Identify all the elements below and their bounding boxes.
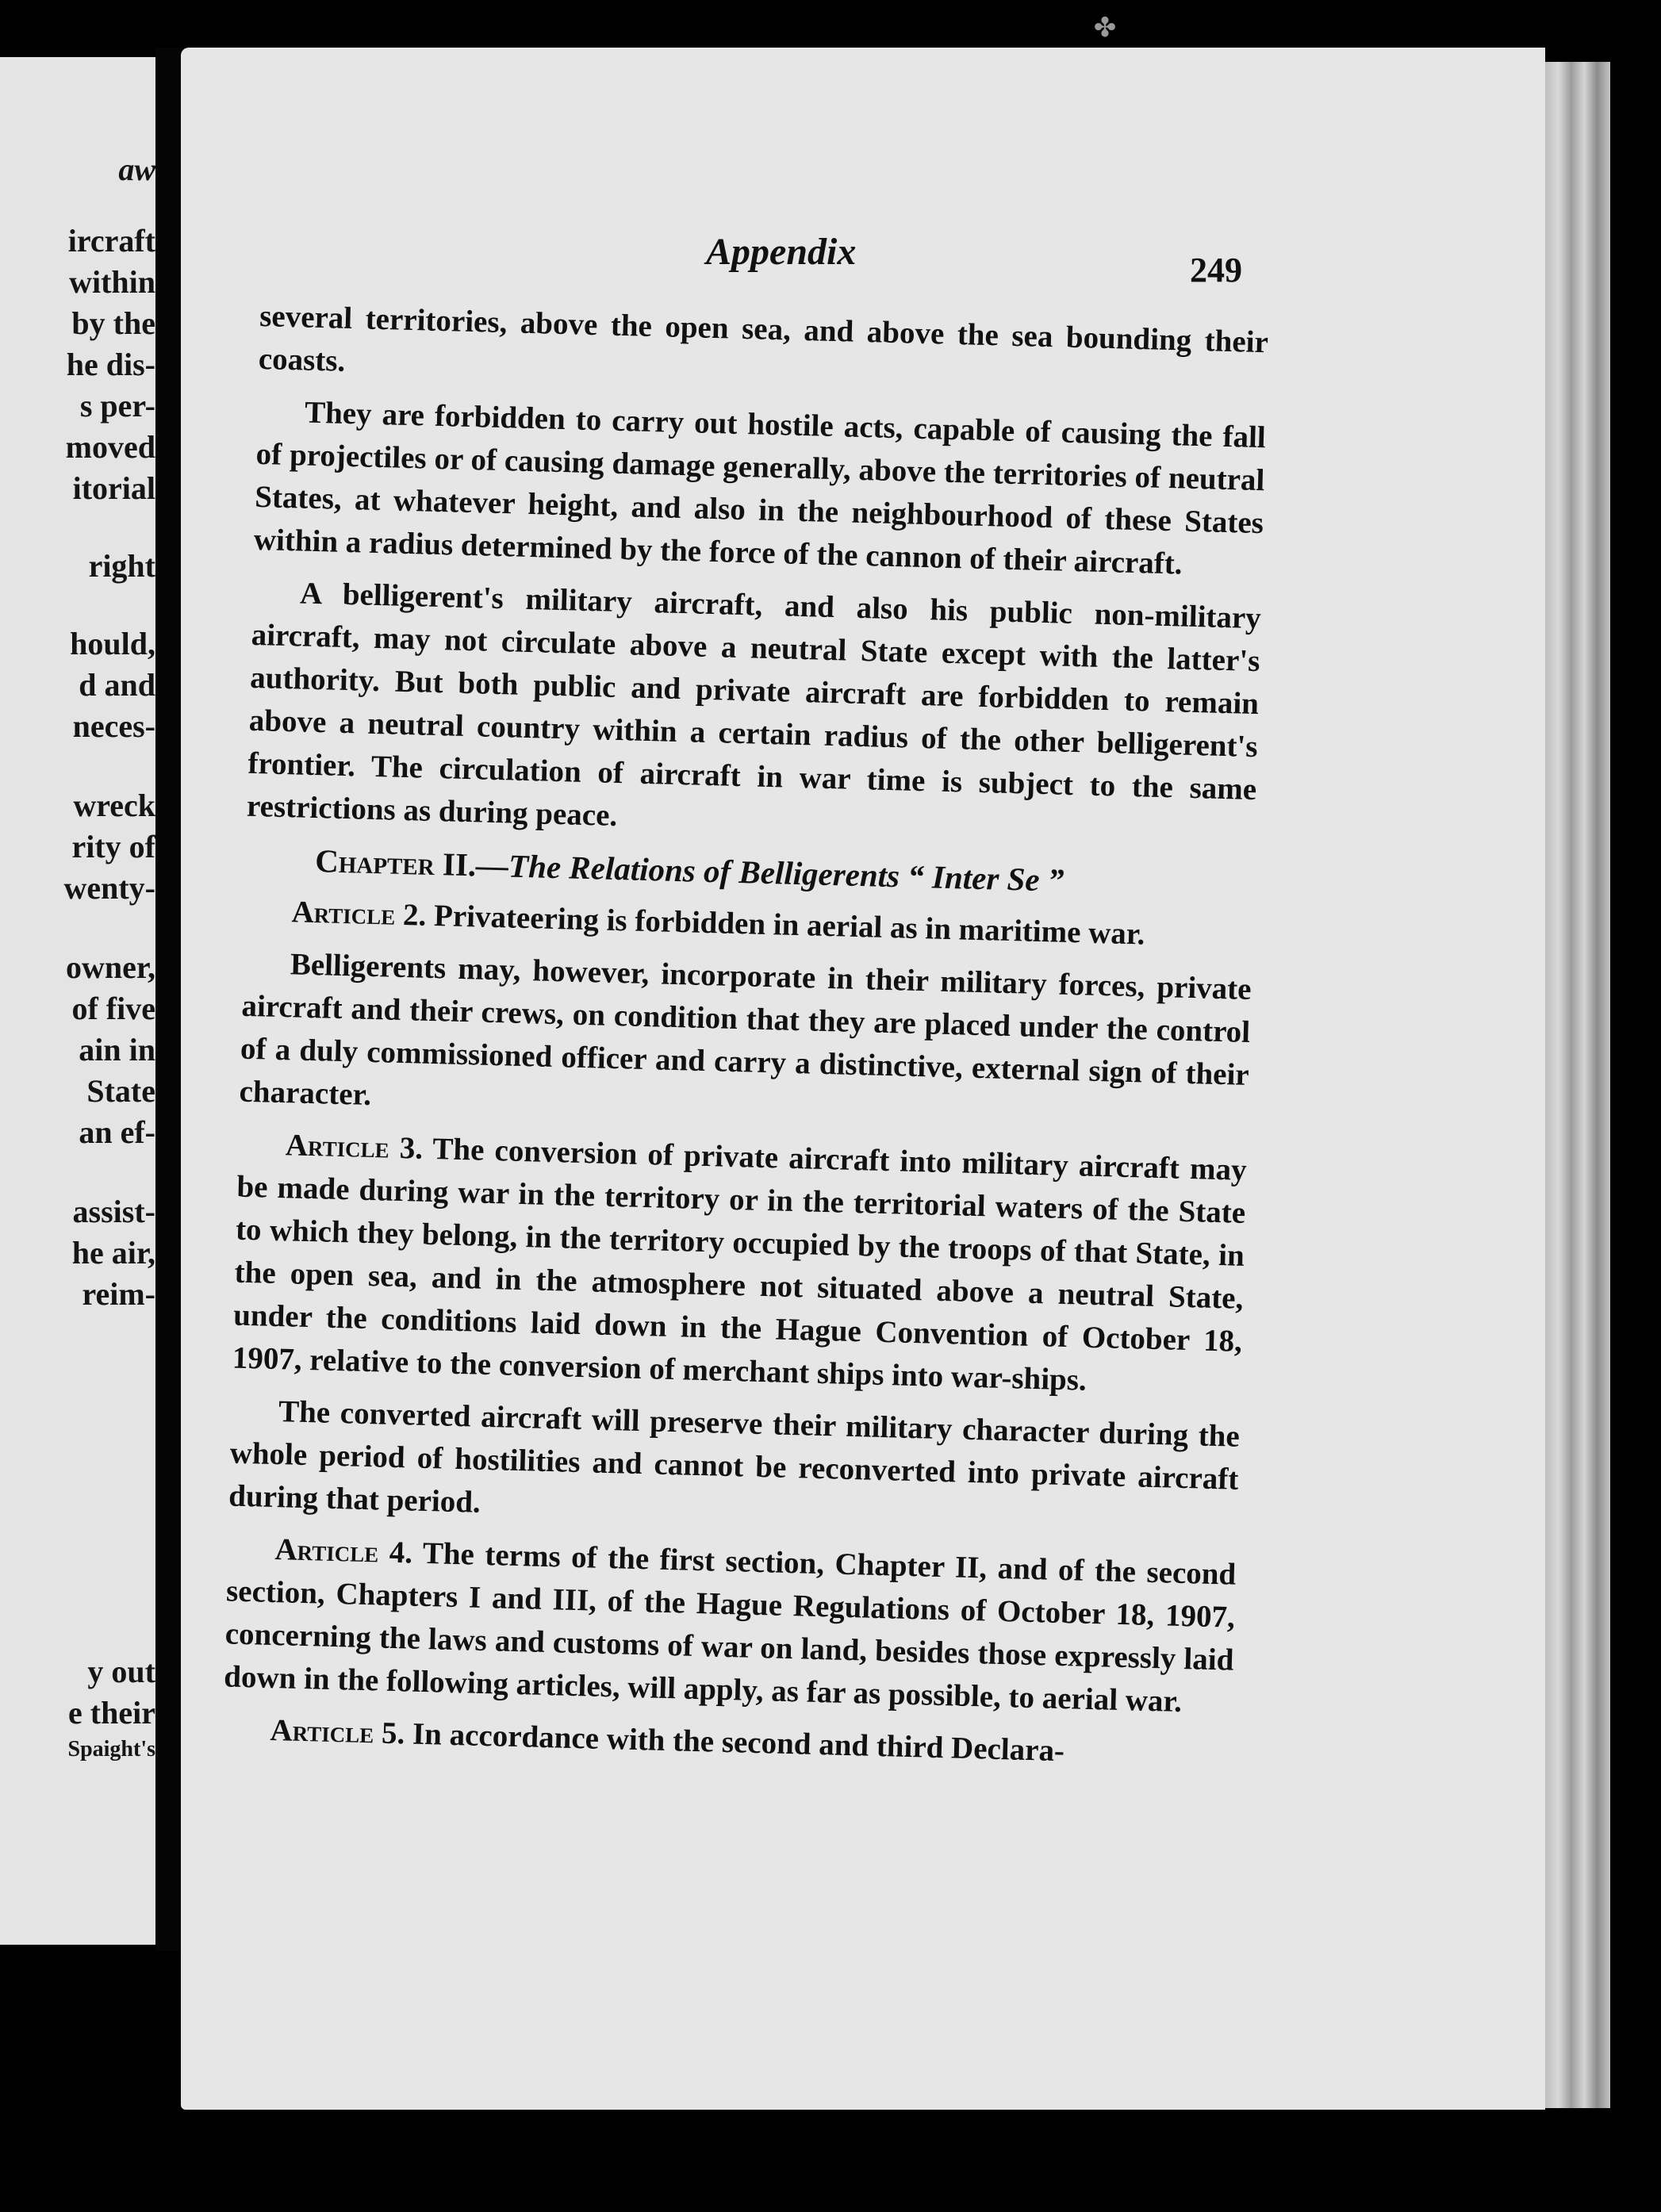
page-text [222,295,1269,1787]
article-5-text: In accordance with the second and third Declara- [404,1716,1065,1769]
left-page-line: ain in [79,1032,155,1068]
running-head: Appendix [706,231,857,273]
article-5-label: Article 5. [270,1712,405,1751]
left-page-line: assist- [72,1194,155,1229]
article-3 [232,1123,1247,1406]
article-3-text: The conversion of private aircraft into military aircraft may be made during war in the territory or in the territorial waters of the State to which they belong, in the territory occupied by the troops of that State, in the open sea, and in the atmosphere not situated above a neutral State, under the conditions laid down in the Hague Convention of October 18, 1907, relative to the conversion of merchant ships into war-ships. [232,1131,1248,1397]
left-page-line: wreck [73,788,155,823]
page-number: 249 [1190,251,1242,289]
left-page-line: Spaight's [67,1737,155,1762]
left-page-line: hould, [70,626,155,661]
paragraph-hostile-acts: They are forbidden to carry out hostile acts, capable of causing the fall of projectiles or of causing damage generally, above the territories of neutral States, at whatever height, and also in the neighbourhood of these States within a radius determined by the force of the cannon of their aircraft. [253,395,1267,581]
article-2-label: Article 2. [291,895,427,933]
left-page-line: he air, [71,1235,155,1271]
left-page-line: State [86,1073,155,1109]
left-page-line: reim- [82,1276,155,1312]
left-page-line: d and [79,667,155,703]
left-page-line: owner, [66,949,155,985]
left-page-line: he dis- [66,347,155,382]
left-page-line: rity of [71,829,155,864]
page-edges [1545,62,1610,2108]
paragraph-converted-aircraft: The converted aircraft will preserve their military character during the whole period of hostilities and cannot be reconverted into private aircraft during that period. [228,1394,1241,1520]
left-page-line: s per- [79,388,155,424]
left-page-line: by the [71,305,155,341]
left-page-line: y out [87,1654,155,1689]
chapter-title: —The Relations of Belligerents “ Inter Se ” [475,846,1064,899]
left-page-line: of five [71,991,155,1026]
left-page-line: right [88,548,155,584]
article-2-text: Privateering is forbidden in aerial as in maritime war. [425,898,1145,952]
paragraph-military-aircraft: A belligerent's military aircraft, and also his public non-military aircraft, may not circulate above a neutral State except with the latter's authority. But both public and private aircraft are forbidden to remain above a neutral country within a certain radius of the other belligerent's frontier. The circulation of aircraft in war time is subject to the same restrictions as during peace. [246,576,1262,834]
article-4-text: The terms of the first section, Chapter II, and of the second section, Chapters I and III, of the Hague Regulations of October 18, 1907, concerning the laws and customs of war on land, besides those expressly laid down in the following articles, will apply, as far as possible, to aerial war. [223,1535,1237,1719]
left-page-line: an ef- [79,1114,155,1150]
left-page-line: moved [65,429,155,465]
scan-mark-icon: ✤ [1093,13,1117,43]
left-page-line: neces- [72,708,155,744]
binding-gutter [155,48,182,1951]
left-page-line: wenty- [63,870,155,906]
chapter-label: Chapter II. [314,842,477,884]
left-page-line: itorial [72,470,155,506]
previous-page-fragment [0,57,155,1945]
left-page-line: ircraft [67,223,155,259]
left-page-line: within [69,264,155,300]
paragraph-belligerents: Belligerents may, however, incorporate in their military forces, private aircraft and their crews, on condition that they are placed under the control of a duly commissioned officer and carry a distinctive, external sign of their character. [239,947,1252,1113]
left-page-line: e their [68,1695,155,1731]
article-3-label: Article 3. [285,1128,424,1166]
article-4-label: Article 4. [274,1532,413,1570]
paragraph-continuation: several territories, above the open sea, and above the sea bounding their coasts. [258,298,1269,378]
article-4 [224,1527,1237,1724]
left-page-line: aw [118,151,155,187]
